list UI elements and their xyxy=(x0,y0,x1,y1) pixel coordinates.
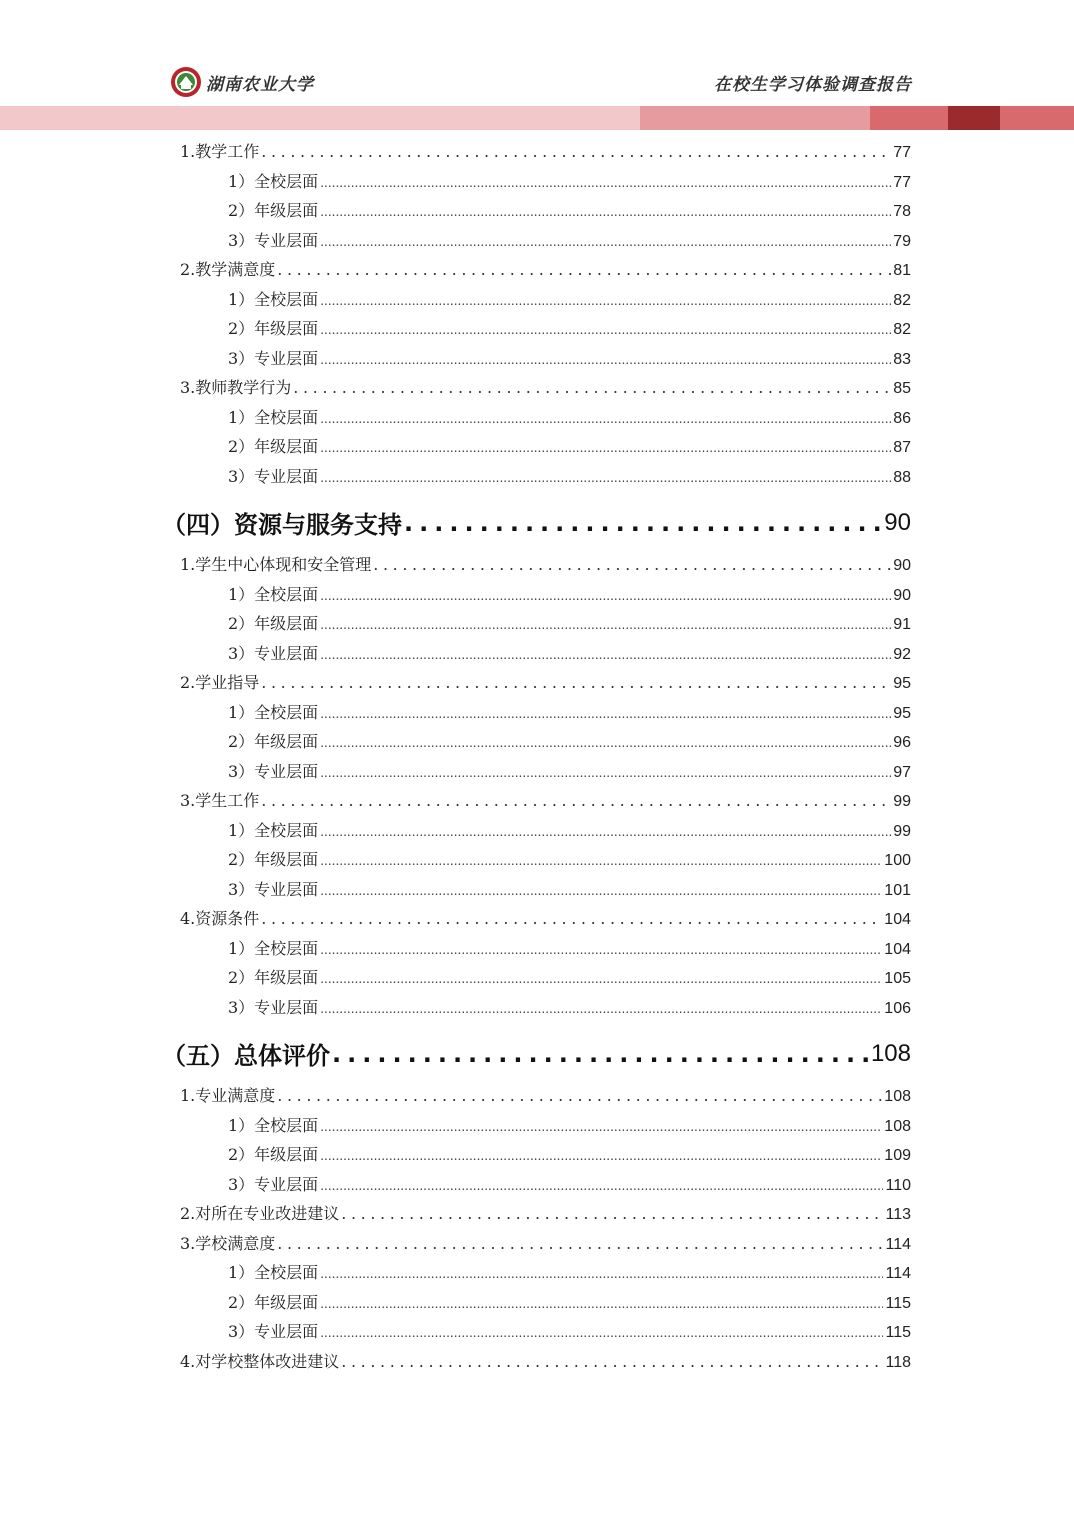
toc-page-number: 92 xyxy=(893,645,911,663)
header-band-accent-right xyxy=(1000,106,1074,130)
toc-page-number: 105 xyxy=(884,970,911,987)
toc-entry-label: 1）全校层面 xyxy=(228,584,319,604)
toc-page-number: 104 xyxy=(884,940,911,958)
dot-leader xyxy=(320,471,891,485)
toc-page-number: 109 xyxy=(884,1147,911,1164)
toc-subentry[interactable] xyxy=(0,729,1074,759)
toc-page-number: 82 xyxy=(893,291,911,309)
toc-page-number: 101 xyxy=(884,881,911,899)
toc-subentry[interactable] xyxy=(0,228,1074,258)
dot-leader xyxy=(320,589,891,603)
toc-entry[interactable] xyxy=(0,139,1074,169)
toc-page-number: 90 xyxy=(893,586,911,604)
header-band-accent xyxy=(870,106,948,130)
toc-subentry[interactable] xyxy=(0,995,1074,1025)
dot-leader xyxy=(320,1149,882,1163)
toc-page-number: 99 xyxy=(893,793,911,810)
toc-entry[interactable] xyxy=(0,1231,1074,1261)
toc-section-heading[interactable] xyxy=(0,1024,1074,1083)
toc-subentry[interactable] xyxy=(0,936,1074,966)
dot-leader xyxy=(320,1179,883,1193)
dot-leader xyxy=(277,1234,883,1253)
toc-page-number: 87 xyxy=(893,439,911,456)
dot-leader xyxy=(320,412,891,426)
toc-entry[interactable] xyxy=(0,552,1074,582)
toc-entry-label: 3）专业层面 xyxy=(228,348,319,368)
toc-subentry[interactable] xyxy=(0,405,1074,435)
toc-entry-label: 资源条件 xyxy=(195,909,260,928)
toc-entry-label: 教师教学行为 xyxy=(195,378,292,397)
toc-page-number: 106 xyxy=(884,999,911,1017)
toc-subentry[interactable] xyxy=(0,169,1074,199)
toc-entry-label: 教学工作 xyxy=(195,142,260,161)
dot-leader xyxy=(320,1002,882,1016)
toc-subentry[interactable] xyxy=(0,818,1074,848)
toc-entry-label: 2）年级层面 xyxy=(228,319,319,338)
report-title: 在校生学习体验调查报告 xyxy=(714,75,912,95)
toc-entry-label: 3）专业层面 xyxy=(228,879,319,899)
toc-entry-label: 2）年级层面 xyxy=(228,201,319,220)
toc-entry-label: 1）全校层面 xyxy=(228,407,319,427)
toc-entry-label: 1）全校层面 xyxy=(228,171,319,191)
toc-page-number: 85 xyxy=(893,380,911,397)
dot-leader xyxy=(320,1267,883,1281)
dot-leader xyxy=(261,142,891,161)
dot-leader xyxy=(320,648,891,662)
toc-subentry[interactable] xyxy=(0,316,1074,346)
dot-leader xyxy=(320,736,891,750)
toc-page-number: 97 xyxy=(893,763,911,781)
toc-page-number: 90 xyxy=(893,557,911,574)
toc-entry-label: 2）年级层面 xyxy=(228,1145,319,1164)
dot-leader xyxy=(320,707,891,721)
toc-subentry[interactable] xyxy=(0,434,1074,464)
dot-leader xyxy=(320,854,882,868)
toc-page-number: 104 xyxy=(884,911,911,928)
page-header xyxy=(0,0,1074,130)
toc-page-number: 95 xyxy=(893,704,911,722)
toc-entry-label: 3）专业层面 xyxy=(228,997,319,1017)
toc-entry-number: 2. xyxy=(180,673,196,692)
toc-entry-number: 1. xyxy=(180,142,196,161)
toc-entry-label: 教学满意度 xyxy=(195,260,276,279)
table-of-contents xyxy=(0,139,1074,1378)
dot-leader xyxy=(320,205,891,219)
dot-leader xyxy=(341,1352,883,1371)
header-band-dark xyxy=(948,106,1000,130)
toc-entry[interactable] xyxy=(0,1349,1074,1379)
toc-page-number: 100 xyxy=(884,852,911,869)
toc-entry-number: （四） xyxy=(162,511,234,539)
toc-subentry[interactable] xyxy=(0,1113,1074,1143)
toc-page-number: 81 xyxy=(893,262,911,279)
toc-subentry[interactable] xyxy=(0,1142,1074,1172)
toc-page-number: 108 xyxy=(870,1039,911,1067)
toc-entry-label: 对所在专业改进建议 xyxy=(195,1204,340,1223)
toc-page-number: 77 xyxy=(893,173,911,191)
toc-page-number: 91 xyxy=(893,616,911,633)
toc-entry-number: 1. xyxy=(180,1086,196,1105)
dot-leader xyxy=(320,1120,882,1134)
header-band-mid xyxy=(640,106,870,130)
dot-leader xyxy=(341,1204,883,1223)
dot-leader xyxy=(320,353,891,367)
toc-page-number: 88 xyxy=(893,468,911,486)
dot-leader xyxy=(261,673,891,692)
toc-subentry[interactable] xyxy=(0,582,1074,612)
toc-subentry[interactable] xyxy=(0,198,1074,228)
toc-entry-label: 3）专业层面 xyxy=(228,643,319,663)
dot-leader xyxy=(320,618,891,632)
toc-page-number: 108 xyxy=(884,1117,911,1135)
toc-entry-label: 对学校整体改进建议 xyxy=(195,1351,340,1371)
toc-entry-label: 2）年级层面 xyxy=(228,614,319,633)
toc-entry-label: 3）专业层面 xyxy=(228,1174,319,1194)
toc-entry-label: 1）全校层面 xyxy=(228,938,319,958)
toc-entry-label: 3）专业层面 xyxy=(228,1322,319,1341)
toc-entry-label: 2）年级层面 xyxy=(228,732,319,751)
toc-entry-label: 2）年级层面 xyxy=(228,850,319,869)
toc-subentry[interactable] xyxy=(0,1172,1074,1202)
toc-entry-label: 资源与服务支持 xyxy=(234,511,402,539)
toc-page-number: 114 xyxy=(885,1265,911,1282)
dot-leader xyxy=(277,260,891,279)
toc-entry-label: 2）年级层面 xyxy=(228,968,319,987)
toc-subentry[interactable] xyxy=(0,847,1074,877)
toc-entry-label: 1）全校层面 xyxy=(228,820,319,840)
toc-entry[interactable] xyxy=(0,788,1074,818)
toc-entry[interactable] xyxy=(0,906,1074,936)
toc-subentry[interactable] xyxy=(0,641,1074,671)
toc-entry-label: 2）年级层面 xyxy=(228,1292,319,1312)
toc-entry-number: 4. xyxy=(180,909,196,928)
toc-entry[interactable] xyxy=(0,1201,1074,1231)
toc-entry-number: （五） xyxy=(162,1042,234,1070)
toc-page-number: 86 xyxy=(893,409,911,427)
toc-page-number: 95 xyxy=(893,675,911,692)
toc-page-number: 77 xyxy=(893,144,911,161)
toc-subentry[interactable] xyxy=(0,346,1074,376)
toc-entry-number: 4. xyxy=(180,1351,196,1371)
toc-page-number: 96 xyxy=(893,734,911,751)
toc-entry-number: 2. xyxy=(180,260,196,279)
toc-entry-label: 1）全校层面 xyxy=(228,1263,319,1282)
toc-subentry[interactable] xyxy=(0,965,1074,995)
toc-entry-label: 专业满意度 xyxy=(195,1086,276,1105)
toc-entry-number: 2. xyxy=(180,1204,196,1223)
toc-entry[interactable] xyxy=(0,257,1074,287)
dot-leader xyxy=(320,1297,883,1311)
toc-page-number: 99 xyxy=(893,822,911,840)
toc-page-number: 118 xyxy=(885,1353,911,1371)
toc-subentry[interactable] xyxy=(0,287,1074,317)
toc-entry-label: 2）年级层面 xyxy=(228,437,319,456)
toc-entry-label: 学生中心体现和安全管理 xyxy=(195,555,372,574)
toc-page-number: 82 xyxy=(893,321,911,338)
toc-subentry[interactable] xyxy=(0,877,1074,907)
toc-entry[interactable] xyxy=(0,670,1074,700)
dot-leader xyxy=(320,766,891,780)
dot-leader xyxy=(320,972,882,986)
dot-leader xyxy=(373,555,891,574)
dot-leader xyxy=(404,509,882,537)
toc-subentry[interactable] xyxy=(0,700,1074,730)
dot-leader xyxy=(320,176,891,190)
toc-page-number: 83 xyxy=(893,350,911,368)
toc-page-number: 108 xyxy=(884,1088,911,1105)
dot-leader xyxy=(320,1326,883,1340)
toc-page-number: 110 xyxy=(885,1176,911,1194)
toc-page-number: 113 xyxy=(885,1206,911,1223)
dot-leader xyxy=(320,294,891,308)
toc-entry-label: 学校满意度 xyxy=(195,1233,276,1253)
toc-entry-label: 学生工作 xyxy=(195,791,260,810)
dot-leader xyxy=(332,1040,869,1068)
toc-entry-label: 3）专业层面 xyxy=(228,230,319,250)
toc-entry-label: 1）全校层面 xyxy=(228,289,319,309)
toc-subentry[interactable] xyxy=(0,1260,1074,1290)
dot-leader xyxy=(320,825,891,839)
dot-leader xyxy=(320,323,891,337)
university-name: 湖南农业大学 xyxy=(206,75,314,95)
toc-entry-label: 3）专业层面 xyxy=(228,761,319,781)
toc-subentry[interactable] xyxy=(0,759,1074,789)
toc-entry-number: 3. xyxy=(180,1233,196,1253)
toc-entry-number: 3. xyxy=(180,791,196,810)
toc-page-number: 78 xyxy=(893,203,911,220)
toc-entry-label: 1）全校层面 xyxy=(228,702,319,722)
toc-entry-label: 1）全校层面 xyxy=(228,1115,319,1135)
dot-leader xyxy=(320,235,891,249)
toc-page-number: 90 xyxy=(884,508,911,536)
toc-entry-label: 总体评价 xyxy=(234,1042,330,1070)
toc-subentry[interactable] xyxy=(0,464,1074,494)
toc-section-heading[interactable] xyxy=(0,493,1074,552)
dot-leader xyxy=(277,1086,882,1105)
toc-subentry[interactable] xyxy=(0,611,1074,641)
toc-page-number: 115 xyxy=(885,1294,911,1312)
dot-leader xyxy=(261,791,891,810)
toc-page-number: 79 xyxy=(893,232,911,250)
toc-entry-label: 3）专业层面 xyxy=(228,466,319,486)
toc-entry[interactable] xyxy=(0,1083,1074,1113)
dot-leader xyxy=(261,909,882,928)
dot-leader xyxy=(320,441,891,455)
toc-page-number: 114 xyxy=(885,1235,911,1253)
dot-leader xyxy=(293,378,891,397)
toc-entry-number: 3. xyxy=(180,378,196,397)
toc-page-number: 115 xyxy=(885,1324,911,1341)
toc-entry-number: 1. xyxy=(180,555,196,574)
toc-entry-label: 学业指导 xyxy=(195,673,260,692)
dot-leader xyxy=(320,884,882,898)
university-logo-icon xyxy=(170,66,202,98)
toc-subentry[interactable] xyxy=(0,1319,1074,1349)
header-band-light xyxy=(0,106,640,130)
toc-subentry[interactable] xyxy=(0,1290,1074,1320)
toc-entry[interactable] xyxy=(0,375,1074,405)
dot-leader xyxy=(320,943,882,957)
